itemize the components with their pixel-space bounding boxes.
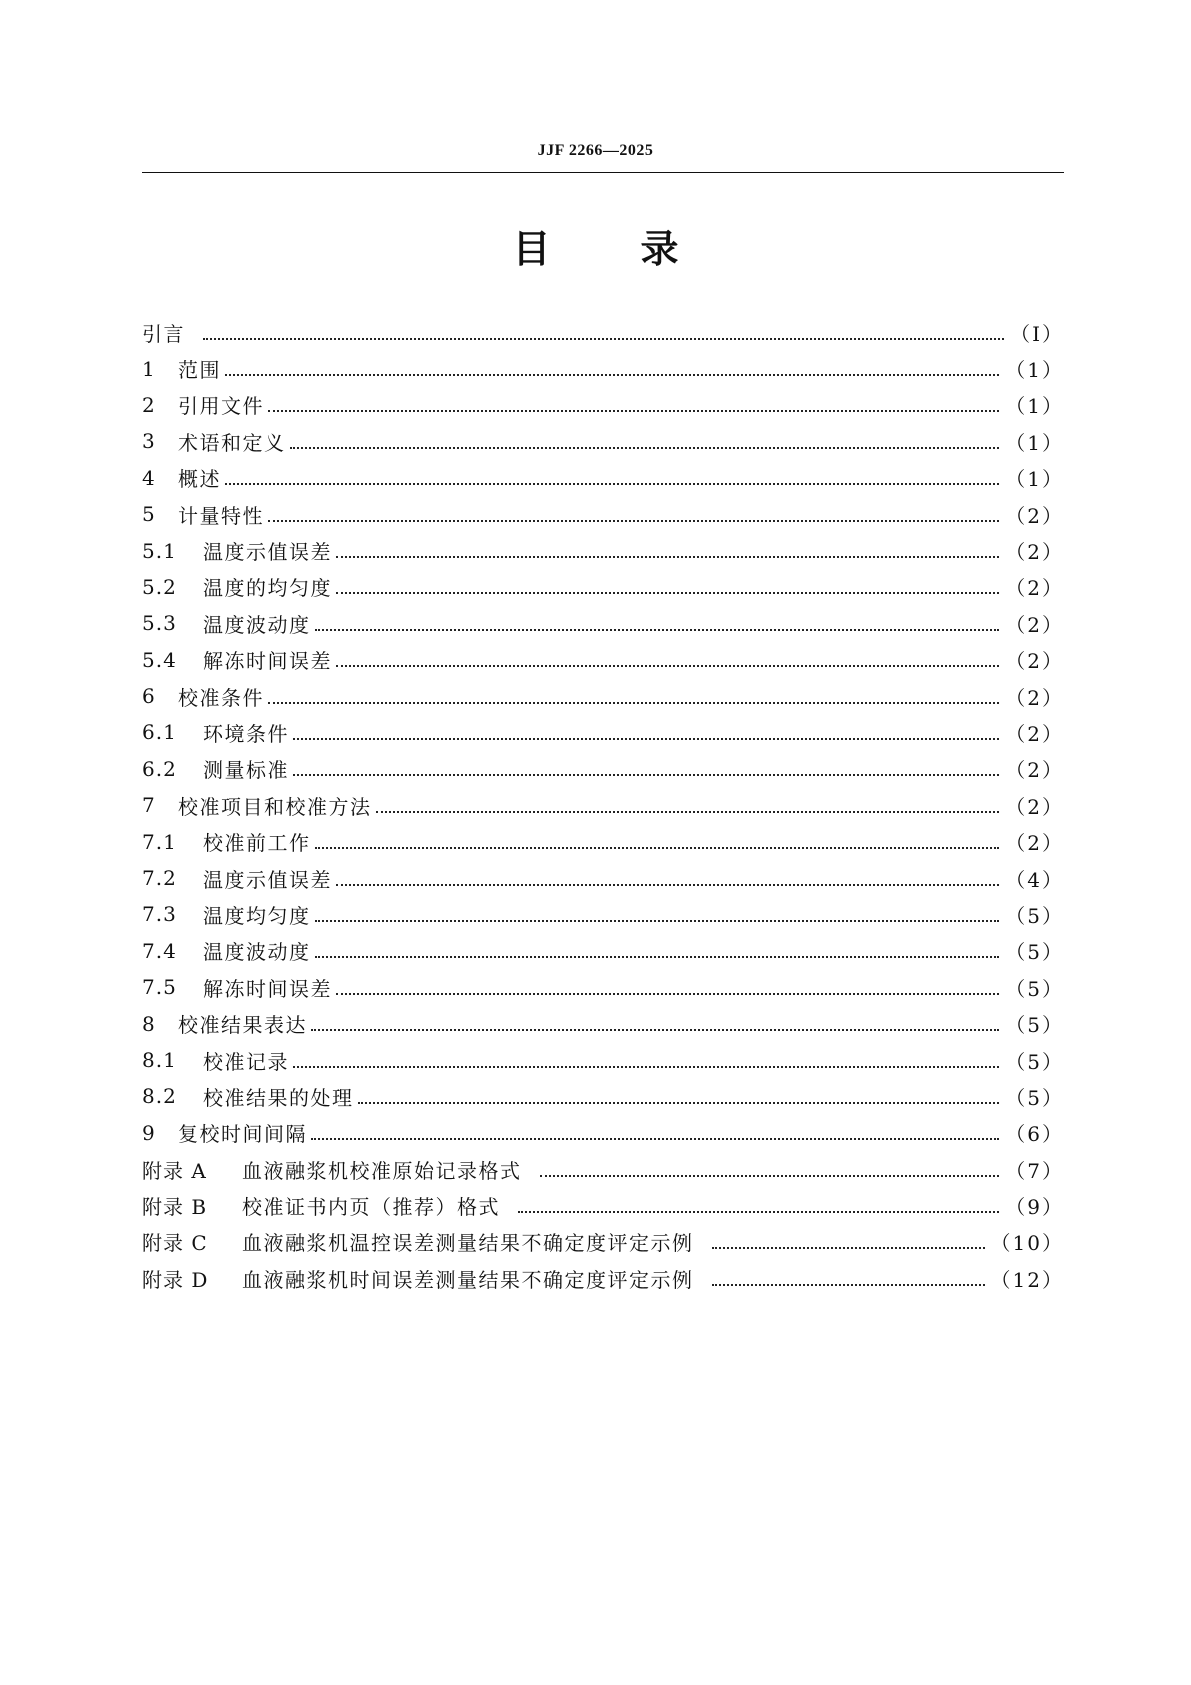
toc-entry-number: 8.2 [142,1084,177,1109]
toc-entry[interactable] [142,423,1064,459]
toc-entry-title: 引用文件 [178,394,264,419]
toc-entry-number: 5.3 [142,611,177,636]
toc-entry-title: 术语和定义 [178,430,286,455]
toc-dot-leader [268,409,999,412]
toc-page-number: （2） [1005,576,1064,601]
toc-entry-number: 附录 B [142,1195,208,1220]
standard-code-header: JJF 2266—2025 [537,142,654,159]
toc-page-number: （4） [1005,867,1064,892]
toc-page-number: （2） [1005,758,1064,783]
toc-page-number: （9） [1005,1195,1064,1220]
toc-page-number: （2） [1005,503,1064,528]
toc-entry[interactable] [142,642,1064,678]
toc-page-number: （1） [1005,394,1064,419]
toc-entry-title: 校准结果的处理 [203,1085,354,1110]
toc-page-number: （5） [1005,903,1064,928]
header-divider [142,172,1064,173]
toc-entry-number: 8.1 [142,1048,177,1072]
toc-entry-title: 概述 [178,467,221,492]
toc-entry[interactable] [142,460,1064,496]
toc-dot-leader [311,1028,999,1031]
toc-entry-title: 温度波动度 [203,612,311,637]
toc-dot-leader [540,1174,1000,1177]
toc-entry[interactable] [142,569,1064,605]
toc-entry-number: 附录 D [142,1267,209,1292]
toc-entry[interactable] [142,751,1064,787]
toc-entry-title: 校准结果表达 [178,1013,307,1038]
toc-entry-number: 5.4 [142,647,177,672]
toc-entry[interactable] [142,350,1064,386]
toc-page-number: （2） [1005,612,1064,637]
toc-entry-number: 7.4 [142,938,177,963]
toc-entry[interactable] [142,1005,1064,1041]
toc-dot-leader [358,1101,1000,1104]
toc-entry-number: 7.1 [142,829,177,854]
toc-dot-leader [712,1246,985,1249]
toc-entry-number: 7.2 [142,866,177,891]
toc-entry-number: 1 [142,356,156,381]
toc-entry[interactable] [142,387,1064,423]
toc-entry-title: 温度的均匀度 [203,576,332,601]
toc-entry-title: 解冻时间误差 [203,649,332,674]
toc-dot-leader [203,337,1004,340]
toc-dot-leader [336,555,999,558]
toc-dot-leader [315,628,1000,631]
toc-dot-leader [290,446,1000,449]
toc-entry[interactable] [142,605,1064,641]
toc-entry-number: 8 [142,1011,156,1036]
toc-dot-leader [293,773,999,776]
toc-dot-leader [376,810,1000,813]
toc-dot-leader [268,519,999,522]
toc-entry-number: 9 [142,1120,156,1145]
toc-page-number: （5） [1005,1049,1064,1074]
toc-entry[interactable] [142,1078,1064,1114]
toc-entry[interactable] [142,714,1064,750]
toc-page-number: （5） [1005,940,1064,965]
toc-entry-number: 附录 C [142,1231,208,1256]
toc-page-number: （10） [990,1231,1064,1256]
toc-dot-leader [712,1283,985,1286]
toc-dot-leader [336,664,999,667]
toc-entry[interactable] [142,1042,1064,1078]
toc-entry-number: 5.2 [142,574,177,599]
toc-entry-number: 7.3 [142,902,177,927]
toc-page-number: （2） [1005,794,1064,819]
toc-dot-leader [315,955,1000,958]
toc-entry-title: 范围 [178,358,221,383]
toc-dot-leader [225,482,999,485]
toc-entry[interactable] [142,1260,1064,1296]
toc-entry[interactable] [142,933,1064,969]
toc-entry-number: 7.5 [142,975,177,1000]
toc-page-number: （5） [1005,1013,1064,1038]
toc-entry-title: 温度示值误差 [203,540,332,565]
toc-page-number: （1） [1005,358,1064,383]
toc-page-number: （5） [1005,1085,1064,1110]
toc-dot-leader [315,919,1000,922]
toc-entry-number: 附录 A [142,1158,207,1183]
toc-page-number: （Ⅰ） [1010,321,1064,346]
toc-entry-number: 4 [142,465,156,490]
toc-entry-number: 5.1 [142,538,177,563]
toc-page-number: （2） [1005,649,1064,674]
page-title-char-1: 目 [512,227,551,271]
toc-page-number: （2） [1005,540,1064,565]
toc-entry-title: 复校时间间隔 [178,1122,307,1147]
toc-page-number: （2） [1005,831,1064,856]
toc-dot-leader [293,737,999,740]
toc-entry[interactable] [142,1151,1064,1187]
toc-entry[interactable] [142,1115,1064,1151]
toc-entry-title: 温度波动度 [203,940,311,965]
toc-entry-title: 血液融浆机时间误差测量结果不确定度评定示例 [242,1267,694,1292]
toc-entry-title: 校准证书内页（推荐）格式 [242,1195,500,1220]
toc-entry[interactable] [142,1187,1064,1223]
toc-entry-title: 温度示值误差 [203,867,332,892]
toc-entry[interactable] [142,678,1064,714]
toc-entry-title: 环境条件 [203,721,289,746]
toc-entry[interactable] [142,969,1064,1005]
toc-dot-leader [315,846,1000,849]
toc-dot-leader [336,883,999,886]
toc-entry-title: 校准前工作 [203,831,311,856]
toc-entry-title: 校准项目和校准方法 [178,794,372,819]
toc-entry-title: 计量特性 [178,503,264,528]
toc-entry-number: 5 [142,502,156,527]
toc-entry[interactable] [142,860,1064,896]
toc-entry-title: 温度均匀度 [203,903,311,928]
toc-dot-leader [225,373,999,376]
toc-page-number: （2） [1005,685,1064,710]
toc-dot-leader [311,1137,999,1140]
toc-dot-leader [336,591,999,594]
toc-page-number: （6） [1005,1122,1064,1147]
toc-entry-title: 测量标准 [203,758,289,783]
toc-entry-title: 校准记录 [203,1049,289,1074]
toc-page-number: （1） [1005,430,1064,455]
toc-page-number: （1） [1005,467,1064,492]
toc-page-number: （5） [1005,976,1064,1001]
toc-entry[interactable] [142,314,1064,350]
toc-entry-number: 6.2 [142,756,177,781]
page-title [0,225,1191,273]
toc-entry[interactable] [142,496,1064,532]
toc-entry-number: 7 [142,793,156,818]
toc-entry[interactable] [142,532,1064,568]
toc-dot-leader [518,1210,999,1213]
toc-entry[interactable] [142,1224,1064,1260]
toc-entry[interactable] [142,896,1064,932]
toc-dot-leader [336,992,999,995]
toc-entry-title: 引言 [142,321,185,346]
page-title-char-2: 录 [640,227,679,271]
toc-entry-title: 解冻时间误差 [203,976,332,1001]
toc-dot-leader [293,1065,999,1068]
toc-entry-number: 3 [142,429,156,454]
toc-entry[interactable] [142,787,1064,823]
table-of-contents [142,314,1064,1297]
toc-dot-leader [268,701,999,704]
toc-page-number: （7） [1005,1158,1064,1183]
toc-entry-title: 校准条件 [178,685,264,710]
toc-page-number: （2） [1005,721,1064,746]
toc-entry-title: 血液融浆机校准原始记录格式 [242,1158,522,1183]
toc-entry-number: 2 [142,392,156,417]
toc-entry-title: 血液融浆机温控误差测量结果不确定度评定示例 [242,1231,694,1256]
toc-entry[interactable] [142,823,1064,859]
toc-entry-number: 6 [142,684,156,709]
toc-entry-number: 6.1 [142,720,177,745]
toc-page-number: （12） [990,1267,1064,1292]
